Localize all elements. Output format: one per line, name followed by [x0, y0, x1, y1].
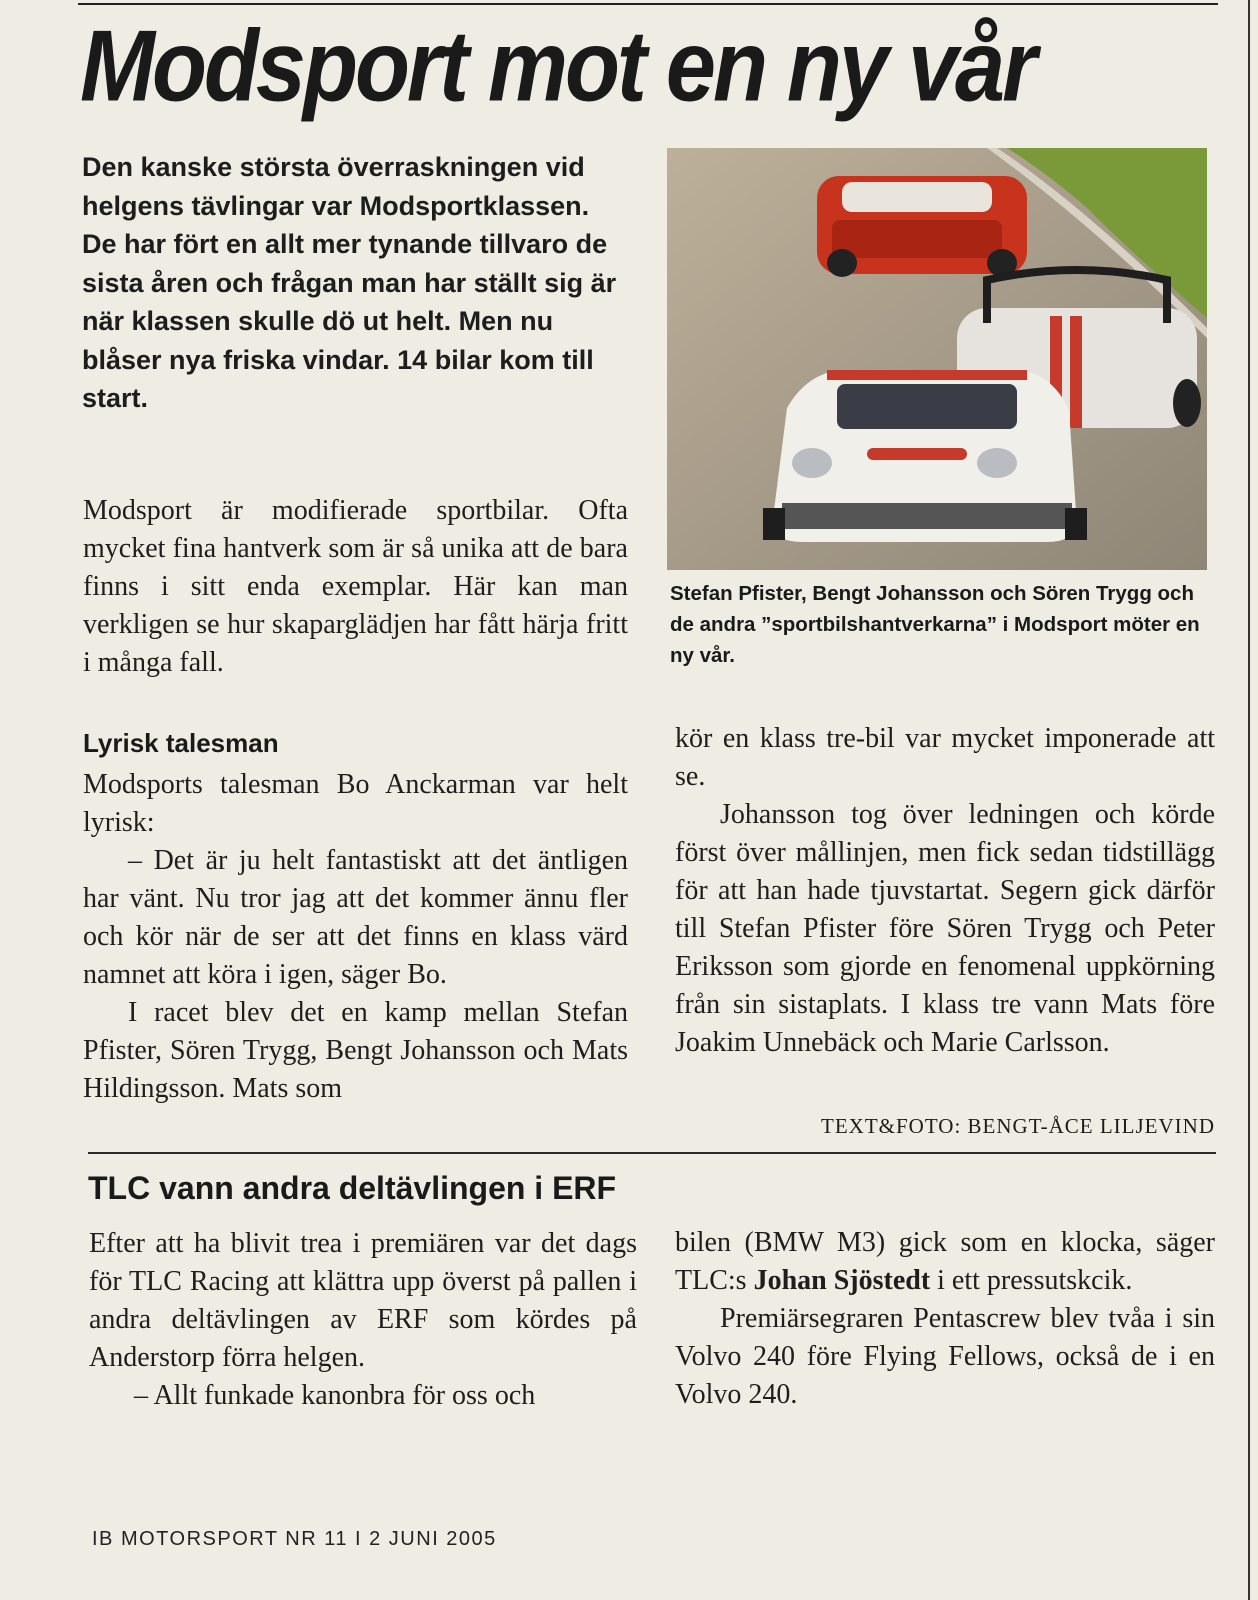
right-column [675, 720, 1215, 1062]
photo-caption: Stefan Pfister, Bengt Johansson och Sören Trygg och de andra ”sportbilshantverkarna” i Modsport möter en ny vår. [670, 582, 1200, 667]
subheading: Lyrisk talesman [83, 728, 279, 758]
intro-paragraph [83, 492, 628, 682]
article2-right-column [675, 1224, 1215, 1414]
headline: Modsport mot en ny vår [80, 11, 1035, 124]
paragraph: Premiärsegraren Pentascrew blev tvåa i sin Volvo 240 före Flying Fellows, också de i en Volvo 240. [675, 1303, 1215, 1410]
page-footer: IB MOTORSPORT NR 11 I 2 JUNI 2005 [92, 1528, 497, 1550]
race-photo [667, 148, 1207, 570]
secondary-headline: TLC vann andra deltävlingen i ERF [88, 1170, 617, 1206]
left-column [83, 766, 628, 1108]
paragraph: kör en klass tre-bil var mycket imponerade att se. [675, 723, 1215, 792]
column-rule [1248, 0, 1250, 1600]
white-porsche [763, 370, 1087, 542]
article-divider [88, 1152, 1216, 1154]
race-cars-illustration [667, 148, 1207, 570]
paragraph: Modsports talesman Bo Anckarman var helt lyrisk: [83, 769, 628, 838]
byline: TEXT&FOTO: BENGT-ÅCE LILJEVIND [821, 1114, 1215, 1138]
intro-text: Modsport är modifierade sportbilar. Ofta mycket fina hantverk som är så unika att de bara finns i sitt enda exemplar. Här kan man verkligen se hur skaparglädjen har fått härja fritt i många fall. [83, 495, 628, 678]
text-fragment: bilen (BMW M3) gick som en klocka, säger TLC:s [675, 1227, 1215, 1296]
name-highlight: Johan Sjöstedt [753, 1265, 931, 1296]
lead-paragraph: Den kanske största överraskningen vid helgens tävlingar var Modsportklassen. De har fört en allt mer tynande tillvaro de sista åren och frågan man har ställt sig är när klassen skulle dö ut helt. Men nu blåser nya friska vindar. 14 bilar kom till start. [82, 152, 617, 413]
paragraph: Johansson tog över ledningen och körde först över mållinjen, men fick sedan tidstillägg för att han hade tjuvstartat. Segern gick därför till Stefan Pfister före Sören Trygg och Peter Eriksson som gjorde en fenomenal uppkörning från sin sistaplats. I klass tre vann Mats före Joakim Unnebäck och Marie Carlsson. [675, 799, 1215, 1058]
article2-left-column [89, 1225, 637, 1415]
paragraph: – Det är ju helt fantastiskt att det äntligen har vänt. Nu tror jag att det kommer ännu fler och kör när de ser att det finns en klass värd namnet att köra i igen, säger Bo. [83, 845, 628, 990]
paragraph: I racet blev det en kamp mellan Stefan Pfister, Sören Trygg, Bengt Johansson och Mats Hildingsson. Mats som [83, 997, 628, 1104]
top-rule [78, 3, 1218, 5]
paragraph: – Allt funkade kanonbra för oss och [134, 1380, 536, 1411]
text-fragment: i ett pressutskcik. [930, 1265, 1133, 1296]
paragraph [675, 1224, 1215, 1300]
red-race-car [817, 176, 1027, 277]
paragraph: Efter att ha blivit trea i premiären var det dags för TLC Racing att klättra upp överst på pallen i andra deltävlingen av ERF som kördes på Anderstorp förra helgen. [89, 1228, 637, 1373]
